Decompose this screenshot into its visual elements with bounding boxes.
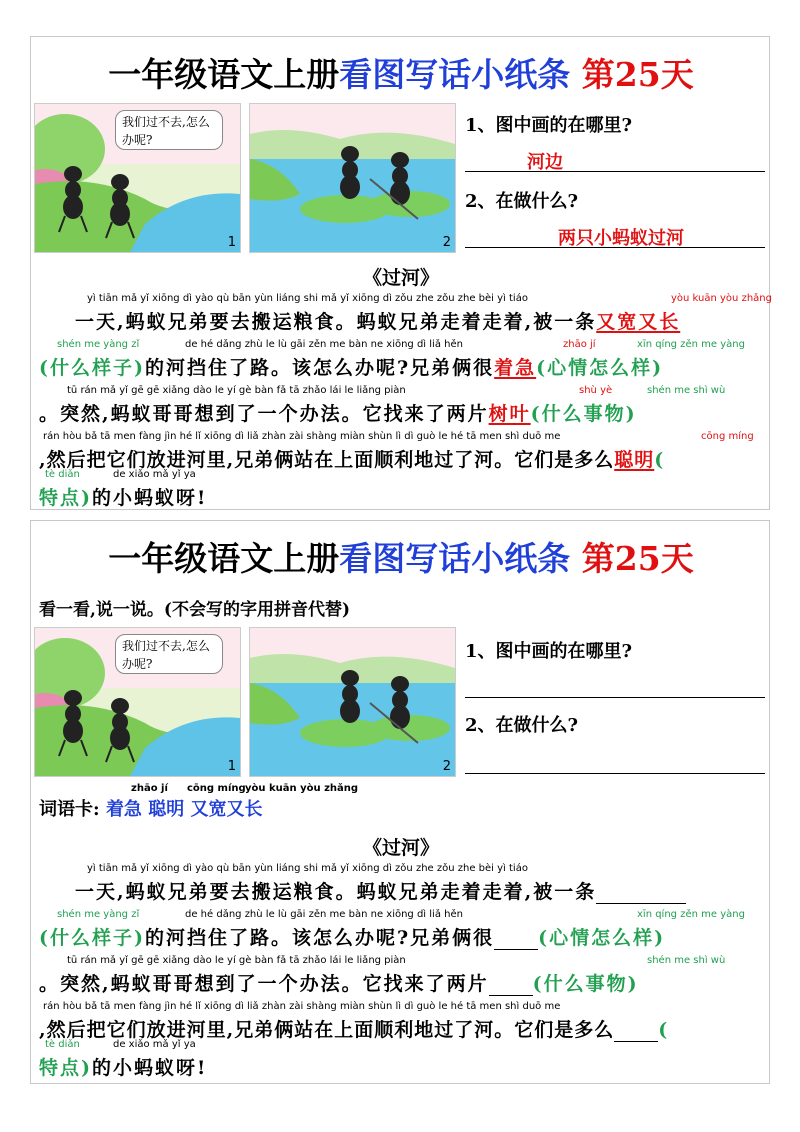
blank-line[interactable] bbox=[596, 883, 686, 904]
story-text-part: 一天,蚂蚁兄弟要去搬运粮食。蚂蚁兄弟走着走着,被一条 bbox=[75, 311, 597, 333]
word-pinyin: cōng míng bbox=[187, 783, 246, 794]
pinyin: de hé dǎng zhù le lù gāi zěn me bàn ne xiōng dì liǎ hěn bbox=[185, 339, 463, 350]
word-cards bbox=[39, 783, 359, 821]
answer-fill: 树叶 bbox=[488, 403, 531, 425]
hint-text: 特点) bbox=[39, 1057, 92, 1079]
story-line-2 bbox=[39, 909, 769, 957]
story-line-3 bbox=[39, 955, 769, 1003]
question-2: 2、在做什么? bbox=[465, 715, 579, 736]
blank-line[interactable] bbox=[489, 975, 533, 996]
picture-1 bbox=[34, 103, 241, 253]
story-text bbox=[39, 1015, 668, 1042]
title-part-2: 看图写话小纸条 bbox=[339, 539, 571, 578]
blank-line[interactable] bbox=[494, 929, 538, 950]
pinyin: de xiǎo mǎ yǐ ya bbox=[113, 1039, 196, 1050]
word-card: 又宽又长 bbox=[190, 799, 263, 820]
story-text bbox=[39, 1053, 207, 1080]
pinyin-hint: tè diǎn bbox=[45, 1039, 80, 1050]
story-text-part: 的小蚂蚁呀! bbox=[92, 1057, 208, 1079]
question-1: 1、图中画的在哪里? bbox=[465, 115, 633, 136]
title-part-3: 第25天 bbox=[581, 55, 694, 94]
pinyin-answer: zhāo jí bbox=[563, 339, 596, 350]
answer-1: 河边 bbox=[527, 152, 563, 173]
pinyin-hint: xīn qíng zěn me yàng bbox=[637, 909, 745, 920]
pinyin-answer: yòu kuān yòu zhǎng bbox=[671, 293, 772, 304]
question-2: 2、在做什么? bbox=[465, 191, 579, 212]
hint-text: ( bbox=[654, 449, 665, 471]
answer-line-1 bbox=[465, 673, 765, 698]
speech-bubble: 我们过不去,怎么办呢? bbox=[115, 110, 223, 150]
speech-bubble: 我们过不去,怎么办呢? bbox=[115, 634, 223, 674]
story-line-2 bbox=[39, 339, 769, 387]
pinyin-answer: cōng míng bbox=[701, 431, 754, 442]
story-title: 《过河》 bbox=[362, 267, 439, 289]
hint-text: (什么事物) bbox=[530, 403, 637, 425]
story-title: 《过河》 bbox=[362, 837, 439, 859]
question-1: 1、图中画的在哪里? bbox=[465, 641, 633, 662]
pinyin: yì tiān mǎ yǐ xiōng dì yào qù bān yùn liáng shi mǎ yǐ xiōng dì zǒu zhe zǒu zhe bèi yì tiáo bbox=[87, 293, 528, 304]
word-cards-label: 词语卡: bbox=[39, 799, 100, 820]
story-text bbox=[39, 969, 639, 996]
pinyin: yì tiān mǎ yǐ xiōng dì yào qù bān yùn liáng shi mǎ yǐ xiōng dì zǒu zhe zǒu zhe bèi yì tiáo bbox=[87, 863, 528, 874]
word-card: 着急 bbox=[105, 799, 142, 820]
title-part-3: 第25天 bbox=[581, 539, 694, 578]
story-text-part: 的小蚂蚁呀! bbox=[92, 487, 208, 509]
story-text-part: ,然后把它们放进河里,兄弟俩站在上面顺利地过了河。它们是多么 bbox=[39, 1019, 615, 1041]
card-title bbox=[31, 49, 771, 96]
title-part-1: 一年级语文上册 bbox=[108, 55, 340, 94]
pinyin: de xiǎo mǎ yǐ ya bbox=[113, 469, 196, 480]
picture-2 bbox=[249, 103, 456, 253]
picture-number: 1 bbox=[227, 759, 236, 774]
pinyin: rán hòu bǎ tā men fàng jìn hé lǐ xiōng dì liǎ zhàn zài shàng miàn shùn lì dì guò le hé tā men shì duō me bbox=[43, 1001, 561, 1012]
worksheet-card-blank bbox=[30, 520, 770, 1084]
instruction-text: 看一看,说一说。(不会写的字用拼音代替) bbox=[39, 600, 351, 620]
hint-text: 特点) bbox=[39, 487, 92, 509]
hint-text: (什么样子) bbox=[39, 927, 145, 949]
story-text bbox=[75, 877, 686, 904]
story-text-part: 一天,蚂蚁兄弟要去搬运粮食。蚂蚁兄弟走着走着,被一条 bbox=[75, 881, 597, 903]
pinyin-hint: shén me shì wù bbox=[647, 385, 726, 396]
pinyin-hint: shén me yàng zǐ bbox=[57, 339, 140, 350]
answer-fill: 着急 bbox=[494, 357, 537, 379]
pinyin: tū rán mǎ yǐ gē gē xiǎng dào le yí gè bàn fǎ tā zhǎo lái le liǎng piàn bbox=[67, 385, 406, 396]
picture-1 bbox=[34, 627, 241, 777]
word-pinyin: yòu kuān yòu zhǎng bbox=[245, 783, 359, 794]
hint-text: (什么样子) bbox=[39, 357, 145, 379]
answer-2: 两只小蚂蚁过河 bbox=[558, 228, 684, 249]
story-text bbox=[75, 307, 680, 334]
hint-text: (心情怎么样) bbox=[538, 927, 666, 949]
pinyin: rán hòu bǎ tā men fàng jìn hé lǐ xiōng dì liǎ zhàn zài shàng miàn shùn lì dì guò le hé tā men shì duō me bbox=[43, 431, 561, 442]
story-text bbox=[39, 353, 663, 380]
story-text bbox=[39, 445, 664, 472]
picture-number: 2 bbox=[442, 235, 451, 250]
answer-fill: 聪明 bbox=[614, 449, 655, 471]
picture-number: 2 bbox=[442, 759, 451, 774]
story-line-5 bbox=[39, 1039, 769, 1087]
word-card: 聪明 bbox=[148, 799, 185, 820]
picture-2 bbox=[249, 627, 456, 777]
pinyin-hint: tè diǎn bbox=[45, 469, 80, 480]
pinyin-hint: shén me shì wù bbox=[647, 955, 726, 966]
hint-text: ( bbox=[658, 1019, 669, 1041]
story-text-part: 。突然,蚂蚁哥哥想到了一个办法。它找来了两片 bbox=[39, 403, 489, 425]
story-text bbox=[39, 923, 665, 950]
story-text-part: 的河挡住了路。该怎么办呢?兄弟俩很 bbox=[144, 357, 495, 379]
worksheet-card-answers bbox=[30, 36, 770, 510]
picture-number: 1 bbox=[227, 235, 236, 250]
story-text-part: 。突然,蚂蚁哥哥想到了一个办法。它找来了两片 bbox=[39, 973, 489, 995]
pinyin: tū rán mǎ yǐ gē gē xiǎng dào le yí gè bàn fǎ tā zhǎo lái le liǎng piàn bbox=[67, 955, 406, 966]
story-line-3 bbox=[39, 385, 769, 433]
pinyin-hint: xīn qíng zěn me yàng bbox=[637, 339, 745, 350]
story-line-1 bbox=[39, 863, 769, 911]
hint-text: (什么事物) bbox=[532, 973, 639, 995]
pinyin-answer: shù yè bbox=[579, 385, 613, 396]
story-text-part: ,然后把它们放进河里,兄弟俩站在上面顺利地过了河。它们是多么 bbox=[39, 449, 615, 471]
answer-line-2 bbox=[465, 749, 765, 774]
story-text bbox=[39, 399, 637, 426]
story-text bbox=[39, 483, 207, 510]
story-text-part: 的河挡住了路。该怎么办呢?兄弟俩很 bbox=[144, 927, 495, 949]
story-line-5 bbox=[39, 469, 769, 517]
hint-text: (心情怎么样) bbox=[536, 357, 664, 379]
pinyin: de hé dǎng zhù le lù gāi zěn me bàn ne xiōng dì liǎ hěn bbox=[185, 909, 463, 920]
title-part-1: 一年级语文上册 bbox=[108, 539, 340, 578]
answer-fill: 又宽又长 bbox=[596, 311, 681, 333]
word-pinyin: zhāo jí bbox=[131, 783, 168, 794]
story-line-1 bbox=[39, 293, 772, 341]
pinyin-hint: shén me yàng zǐ bbox=[57, 909, 140, 920]
title-part-2: 看图写话小纸条 bbox=[339, 55, 571, 94]
card-title bbox=[31, 533, 771, 580]
